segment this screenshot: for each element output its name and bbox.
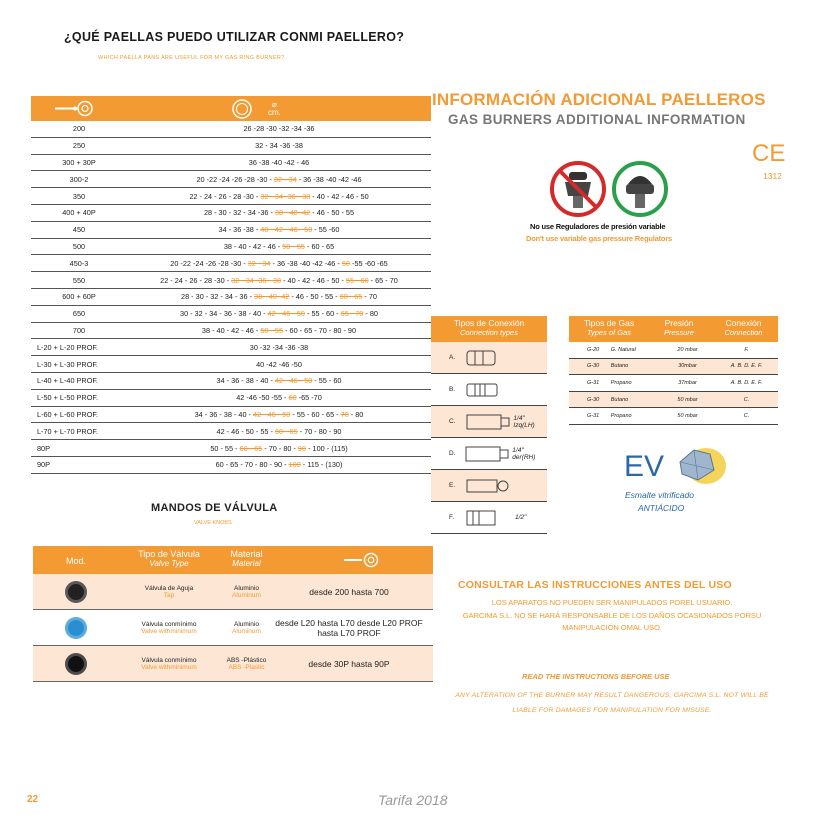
gas-connection: F. xyxy=(744,346,749,353)
pressure-header-en: Pressure xyxy=(663,328,694,337)
suitable-size: - 70 - 80 - xyxy=(262,443,298,453)
suitable-size: 26 -28 -30 -32 -34 -36 xyxy=(243,124,315,134)
connection-letter: F. xyxy=(449,514,455,521)
read-instructions-title: READ THE INSTRUCTIONS BEFORE USE xyxy=(522,672,670,681)
ev-line1: Esmalte vitrificado xyxy=(625,490,694,500)
unsuitable-size: 38 - 40 -42 xyxy=(274,208,311,218)
gas-connection: C. xyxy=(743,413,750,420)
unsuitable-size: 38 - 40 -42 xyxy=(254,292,290,302)
instructions-text xyxy=(442,597,782,635)
pan-sizes xyxy=(127,208,431,217)
valve-type-en: Tap xyxy=(163,591,175,599)
size-row xyxy=(31,306,431,323)
unsuitable-size: 40 - 42 - 46 - 50 xyxy=(260,225,313,235)
gas-row xyxy=(569,408,778,425)
size-row xyxy=(31,188,431,205)
pan-sizes xyxy=(127,141,431,150)
gas-name: Butano xyxy=(610,363,629,370)
size-row xyxy=(31,138,431,155)
pan-sizes xyxy=(127,427,431,436)
page-title: ¿QUÉ PAELLAS PUEDO UTILIZAR CONMI PAELLERO? xyxy=(64,30,405,44)
suitable-size: 60 - 65 - 70 - 80 - 90 - xyxy=(215,460,289,470)
pressure-header-es: Presión xyxy=(664,318,694,328)
unsuitable-size: 65 - 70 xyxy=(340,309,364,319)
gas-type-header xyxy=(569,316,649,342)
ce-number: 1312 xyxy=(763,171,782,181)
gas-pressure: 30mbar xyxy=(678,363,697,370)
suitable-size: - 55 - 60 - xyxy=(304,309,341,319)
connection-label: 1/4" der(RH) xyxy=(512,446,536,461)
read-line-1: ANY ALTERATION OF THE BURNER MAY RESULT DANGEROUS, GARCIMA S.L. NOT WILL BE xyxy=(455,692,769,699)
pan-sizes xyxy=(127,343,431,352)
connector-icon xyxy=(463,347,513,369)
connection-letter: B. xyxy=(449,386,456,393)
gas-pressure: 37mbar xyxy=(678,379,697,386)
pan-sizes xyxy=(127,225,431,234)
gas-code: G-31 xyxy=(587,379,600,386)
unsuitable-size: 50 - 55 xyxy=(282,241,305,251)
valve-material xyxy=(219,585,274,599)
mod-header: Mod. xyxy=(65,556,86,566)
burner-icon xyxy=(55,100,95,117)
diameter-label xyxy=(268,101,281,117)
material-header xyxy=(219,546,274,574)
valve-material xyxy=(219,621,274,635)
size-row xyxy=(31,272,431,289)
suitable-size: 34 - 36 - 38 - 40 - xyxy=(216,376,275,386)
size-row xyxy=(31,457,431,474)
burner-model: L-50 + L-50 PROF. xyxy=(37,393,99,403)
unsuitable-size: 60 - 65 xyxy=(339,292,363,302)
suitable-size: 20 -22 -24 -26 -28 -30 - xyxy=(170,258,248,268)
valve-knob-row xyxy=(33,646,433,682)
burner-model: 650 xyxy=(72,309,86,319)
material-en: ABS -Plastic xyxy=(228,663,265,671)
diameter-icon: ⌀ xyxy=(272,100,277,109)
gas-code: G-30 xyxy=(587,396,600,403)
connection-row xyxy=(431,470,547,502)
pan-sizes xyxy=(127,292,431,301)
suitable-size: - 60 - 65 xyxy=(304,241,335,251)
knob-icon xyxy=(65,617,87,639)
connection-letter: A. xyxy=(449,354,456,361)
gas-type-header-en: Types of Gas xyxy=(586,328,632,337)
gas-table-header xyxy=(569,316,778,342)
footer-text: Tarifa 2018 xyxy=(378,792,448,808)
suitable-size: 20 -22 -24 -26 -28 -30 - xyxy=(196,174,274,184)
gas-connection: A. B. D. E. F. xyxy=(730,379,763,386)
pan-sizes xyxy=(127,309,431,318)
pan-sizes xyxy=(127,276,431,285)
suitable-size: - 40 - 42 - 46 - 50 xyxy=(310,191,369,201)
burner-model: 600 + 60P xyxy=(62,292,96,302)
read-line-2: LIABLE FOR DAMAGES FOR MANIPULATION FOR MISUSE. xyxy=(512,707,712,714)
burner-model: 90P xyxy=(37,460,50,470)
suitable-size: 38 - 40 - 42 - 46 - xyxy=(201,325,261,335)
suitable-size: - 100 - (115) xyxy=(306,443,348,453)
unsuitable-size: 32 - 34 -36 - 38 xyxy=(231,275,282,285)
gas-row xyxy=(569,359,778,376)
suitable-size: 30 - 32 - 34 - 36 - 38 - 40 - xyxy=(180,309,268,319)
pan-sizes xyxy=(127,242,431,251)
burner-model: L-30 + L-30 PROF. xyxy=(37,359,99,369)
size-row xyxy=(31,171,431,188)
gas-pressure: 20 mbar xyxy=(677,346,698,353)
gas-name: Propano xyxy=(610,379,632,386)
gas-connection: C. xyxy=(743,396,750,403)
connection-row xyxy=(431,502,547,534)
size-table-header xyxy=(31,96,431,121)
burner-model: 300 + 30P xyxy=(62,157,96,167)
pressure-header xyxy=(649,316,709,342)
unsuitable-size: 42 - 46 - 50 xyxy=(267,309,305,319)
suitable-size: 34 - 36 - 38 - 40 - xyxy=(194,409,254,419)
connection-row xyxy=(431,342,547,374)
gas-name: G. Natural xyxy=(610,346,636,353)
pan-sizes xyxy=(127,175,431,184)
valve-material xyxy=(219,657,274,671)
suitable-size: 34 - 36 -38 - xyxy=(218,225,261,235)
material-en: Aluminum xyxy=(232,591,261,599)
page-number: 22 xyxy=(27,794,39,805)
connection-label: 1/4" Izq(LH) xyxy=(513,414,535,429)
suitable-size: 32 - 34 -36 -38 xyxy=(255,141,303,151)
burner-model: 80P xyxy=(37,443,50,453)
unsuitable-size: 60 xyxy=(288,393,297,403)
suitable-size: 42 - 46 - 50 - 55 - xyxy=(216,426,275,436)
instructions-line-2: GARCIMA S.L. NO SE HARÁ RESPONSABLE DE LOS DAÑOS OCASIONADOS PORSU xyxy=(462,610,762,620)
unsuitable-size: 32 - 34 xyxy=(247,258,271,268)
gas-code: G-30 xyxy=(587,363,600,370)
unsuitable-size: 32 - 34 xyxy=(273,174,297,184)
material-header-es: Material xyxy=(230,549,263,559)
connector-icon xyxy=(463,507,513,529)
suitable-size: - 36 -38 -40 -42 -46 xyxy=(296,174,362,184)
connector-icon xyxy=(463,379,513,401)
unsuitable-size: 42 - 46 - 50 xyxy=(274,376,313,386)
suitable-size: - 60 - 65 - 70 - 80 - 90 xyxy=(283,325,357,335)
valve-type-es: Válvula de Aguja xyxy=(144,584,194,592)
size-row xyxy=(31,323,431,340)
info-subtitle: GAS BURNERS ADDITIONAL INFORMATION xyxy=(448,112,746,127)
unsuitable-size: 42 - 46 - 50 xyxy=(253,409,291,419)
valve-range: desde 200 hasta 700 xyxy=(309,586,389,597)
suitable-size: 22 - 24 - 26 - 28 -30 - xyxy=(160,275,232,285)
material-es: Aluminio xyxy=(234,620,259,628)
suitable-size: - 40 - 42 - 46 - 50 - xyxy=(281,275,346,285)
size-row xyxy=(31,440,431,457)
suitable-size: - 46 - 50 - 55 xyxy=(310,208,355,218)
suitable-size: -65 -70 xyxy=(296,393,322,403)
burner-model: 300-2 xyxy=(69,174,89,184)
gas-table xyxy=(569,316,778,425)
connection-row xyxy=(431,438,547,470)
regulator-warning-en: Don't use variable gas pressure Regulators xyxy=(526,234,672,243)
burner-model: 400 + 40P xyxy=(62,208,96,218)
enamel-gem-icon xyxy=(672,442,728,488)
suitable-size: 50 - 55 - xyxy=(210,443,240,453)
suitable-size: 30 -32 -34 -36 -38 xyxy=(249,342,309,352)
gas-pressure: 50 mbar xyxy=(677,396,698,403)
instructions-line-3: MANIPULACIÓN OMAL USO. xyxy=(562,623,662,632)
size-row xyxy=(31,390,431,407)
pan-sizes xyxy=(127,326,431,335)
gas-name: Propano xyxy=(610,413,632,420)
burner-model: 350 xyxy=(72,191,86,201)
connection-header-en: Connection types xyxy=(460,328,518,337)
suitable-size: - 115 - (130) xyxy=(300,460,343,470)
ev-logo xyxy=(624,452,664,482)
gas-pressure: 50 mbar xyxy=(677,413,698,420)
suitable-size: - 55 - 60 xyxy=(312,376,342,386)
ev-line2: ANTIÁCIDO xyxy=(638,503,685,513)
suitable-size: 40 -42 -46 -50 xyxy=(256,359,302,369)
suitable-size: 28 - 30 - 32 - 34 - 36 - xyxy=(181,292,255,302)
size-row xyxy=(31,222,431,239)
valve-type-es: Válvula conmínimo xyxy=(141,656,197,664)
size-table-body xyxy=(31,121,431,474)
valve-type xyxy=(119,657,219,671)
valve-type-en: Valve withminimum xyxy=(141,627,197,635)
valve-knobs-table xyxy=(33,546,433,682)
unsuitable-size: 60 - 65 xyxy=(239,443,263,453)
connector-icon xyxy=(462,443,510,465)
pan-sizes xyxy=(127,376,431,385)
unsuitable-size: 70 xyxy=(340,409,349,419)
knob-icon xyxy=(65,581,87,603)
burner-model: 550 xyxy=(72,275,86,285)
material-en: Aluminum xyxy=(232,627,261,635)
knob-icon xyxy=(65,653,87,675)
size-row xyxy=(31,239,431,256)
connection-letter: D. xyxy=(449,450,456,457)
pan-sizes xyxy=(127,360,431,369)
unsuitable-size: 50 xyxy=(341,258,350,268)
size-row xyxy=(31,373,431,390)
instructions-title: CONSULTAR LAS INSTRUCCIONES ANTES DEL USO xyxy=(458,579,732,591)
ev-logo-text: EV xyxy=(624,450,665,483)
pan-sizes xyxy=(127,393,431,402)
unsuitable-size: 90 xyxy=(297,443,307,453)
gas-row xyxy=(569,392,778,409)
valve-type-header-es: Tipo de Válvula xyxy=(138,549,200,559)
burner-model: 450 xyxy=(72,225,86,235)
valve-knobs-subtitle: VALVE KNOBS xyxy=(194,520,232,526)
instructions-line-1: LOS APARATOS NO PUEDEN SER MANIPULADOS POREL USUARIO. xyxy=(491,598,733,607)
burner-model: L-40 + L-40 PROF. xyxy=(37,376,99,386)
burner-model: L-20 + L-20 PROF. xyxy=(37,342,99,352)
paella-pan-icon xyxy=(231,98,253,120)
valve-type xyxy=(119,621,219,635)
gas-connection: A. B. D. E. F. xyxy=(730,363,763,370)
page-subtitle: WHICH PAELLA PANS ARE USEFUL FOR MY GAS RING BURNER? xyxy=(98,55,285,61)
suitable-size: 36 -38 -40 -42 - 46 xyxy=(248,157,310,167)
gas-code: G-20 xyxy=(587,346,600,353)
gas-row xyxy=(569,375,778,392)
size-row xyxy=(31,155,431,172)
valve-range: desde L20 hasta L70 desde L20 PROF hasta L70 PROF xyxy=(275,617,423,638)
size-row xyxy=(31,407,431,424)
burner-model: L-60 + L-60 PROF. xyxy=(37,409,99,419)
pan-sizes xyxy=(127,158,431,167)
read-instructions-text xyxy=(436,688,788,718)
suitable-size: 28 - 30 - 32 - 34 -36 - xyxy=(203,208,275,218)
connector-icon xyxy=(463,475,513,497)
unit-label: cm. xyxy=(268,108,281,117)
burner-model: 500 xyxy=(72,241,86,251)
valve-knobs-title: MANDOS DE VÁLVULA xyxy=(151,502,278,514)
burner-model: 250 xyxy=(72,141,86,151)
ce-mark: CE xyxy=(752,140,786,167)
connection-header-es: Tipos de Conexión xyxy=(453,318,525,328)
gas-code: G-31 xyxy=(587,413,600,420)
size-row xyxy=(31,121,431,138)
gas-row xyxy=(569,342,778,359)
size-row xyxy=(31,339,431,356)
connection-row xyxy=(431,374,547,406)
size-row xyxy=(31,423,431,440)
unsuitable-size: 55 - 60 xyxy=(345,275,369,285)
regulator-ok-icon xyxy=(611,160,669,218)
valve-type-en: Valve withminimum xyxy=(141,663,197,671)
connection-letter: C. xyxy=(449,418,456,425)
valve-type-header xyxy=(119,546,219,574)
conn-header-es: Conexión xyxy=(725,318,762,328)
pan-sizes xyxy=(127,410,431,419)
suitable-size: -55 -60 -65 xyxy=(349,258,388,268)
suitable-size: - 55 -60 xyxy=(312,225,340,235)
connector-icon xyxy=(463,411,512,433)
suitable-size: - 70 xyxy=(362,292,377,302)
burner-model: 700 xyxy=(72,325,86,335)
pan-sizes xyxy=(127,259,431,268)
gas-type-header-es: Tipos de Gas xyxy=(583,318,635,328)
info-title: INFORMACIÓN ADICIONAL PAELLEROS xyxy=(432,90,766,109)
pan-sizes xyxy=(127,124,431,133)
conn-header-en: Connection xyxy=(724,328,763,337)
valve-knobs-header xyxy=(33,546,433,574)
suitable-size: - 65 - 70 xyxy=(368,275,398,285)
connection-row xyxy=(431,406,547,438)
suitable-size: 42 -46 -50 -55 - xyxy=(236,393,289,403)
valve-type-header-en: Valve Type xyxy=(149,559,189,568)
burner-icon xyxy=(344,552,380,568)
connection-letter: E. xyxy=(449,482,456,489)
valve-range: desde 30P hasta 90P xyxy=(308,658,390,669)
burner-model: L-70 + L-70 PROF. xyxy=(37,426,99,436)
pan-sizes xyxy=(127,444,431,453)
gas-name: Butano xyxy=(610,396,629,403)
pan-sizes xyxy=(127,460,431,469)
size-row xyxy=(31,289,431,306)
pan-sizes xyxy=(127,192,431,201)
suitable-size: - 70 - 80 - 90 xyxy=(297,426,342,436)
suitable-size: - 46 - 50 - 55 - xyxy=(289,292,340,302)
suitable-size: - 80 xyxy=(348,409,364,419)
connection-label: 1/2" xyxy=(515,514,527,521)
material-es: ABS -Plástico xyxy=(226,656,267,664)
unsuitable-size: 100 xyxy=(288,460,301,470)
connection-header xyxy=(431,316,547,342)
unsuitable-size: 32 - 34 -36 - 38 xyxy=(260,191,311,201)
conn-header xyxy=(709,316,778,342)
no-regulator-icon xyxy=(549,160,607,218)
material-es: Aluminio xyxy=(234,584,259,592)
suitable-size: - 80 xyxy=(363,309,378,319)
material-header-en: Material xyxy=(232,559,261,568)
connection-table xyxy=(431,316,547,534)
valve-type-es: Válvula conmínimo xyxy=(141,620,197,628)
suitable-size: 38 - 40 - 42 - 46 - xyxy=(223,241,283,251)
size-row xyxy=(31,205,431,222)
unsuitable-size: 60 - 65 xyxy=(274,426,298,436)
suitable-size: - 55 - 60 - 65 - xyxy=(290,409,341,419)
valve-knob-row xyxy=(33,610,433,646)
regulator-warning-es: No use Reguladores de presión variable xyxy=(530,222,666,231)
unsuitable-size: 50 - 55 xyxy=(260,325,284,335)
suitable-size: 22 - 24 - 26 - 28 -30 - xyxy=(189,191,261,201)
valve-type xyxy=(119,585,219,599)
paella-size-table xyxy=(31,96,431,474)
size-row xyxy=(31,255,431,272)
valve-knob-row xyxy=(33,574,433,610)
burner-model: 450-3 xyxy=(69,258,89,268)
burner-model: 200 xyxy=(72,124,86,134)
size-row xyxy=(31,356,431,373)
suitable-size: - 36 -38 -40 -42 -46 - xyxy=(270,258,342,268)
